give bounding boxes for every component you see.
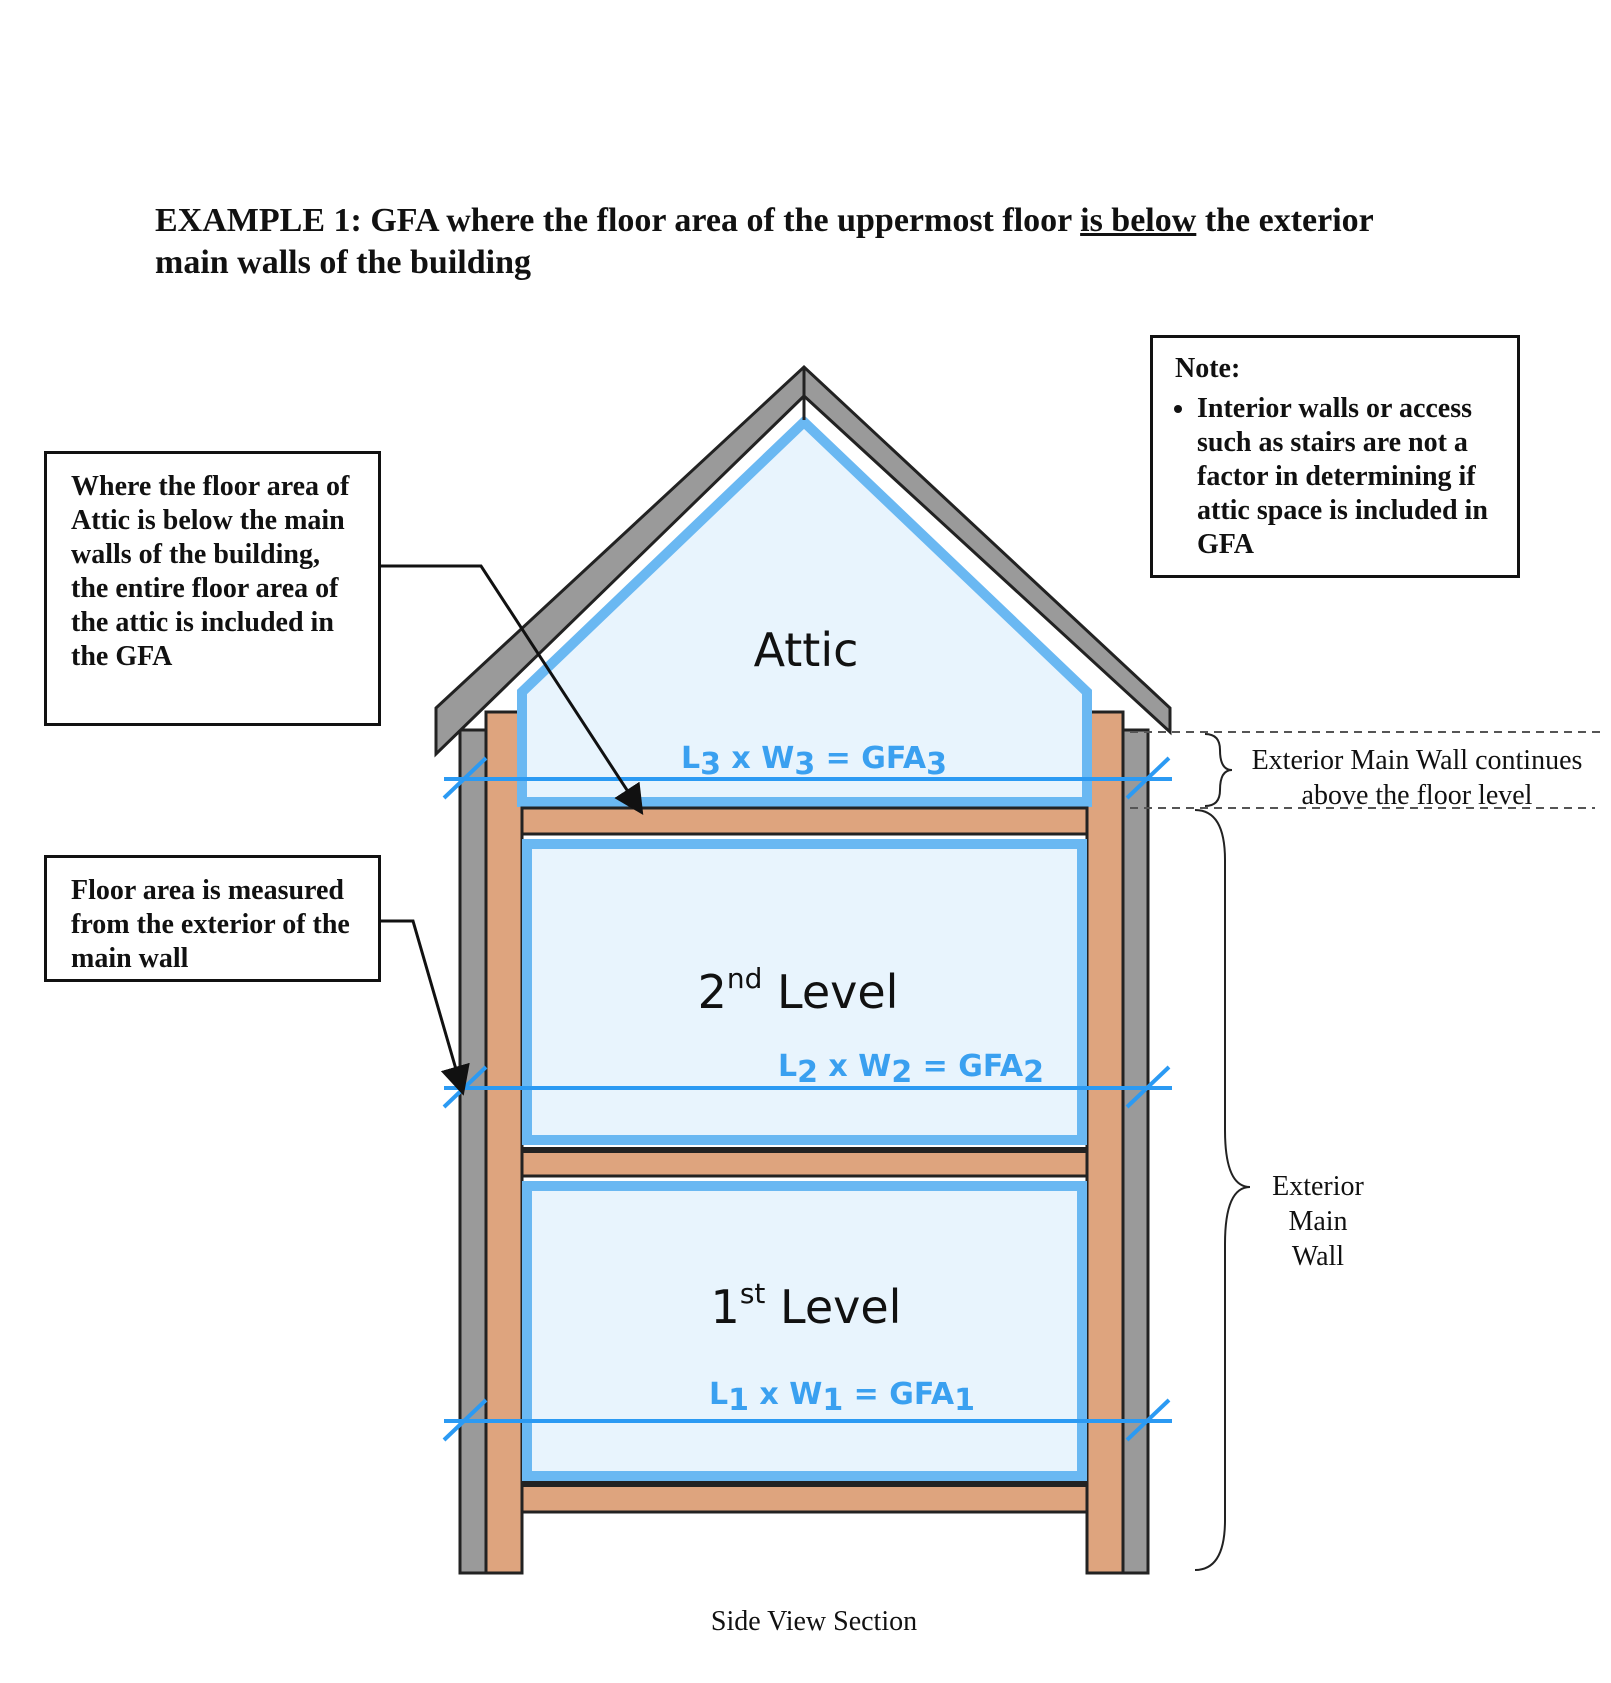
exterior-wall-brace [1195, 810, 1250, 1570]
title-underlined: is below [1080, 202, 1197, 239]
wall-label-line2: Main [1288, 1206, 1348, 1237]
right-exterior-wall [1122, 730, 1148, 1573]
right-stud [1087, 712, 1123, 1573]
attic-room [522, 422, 1087, 802]
floor-joist-attic [522, 808, 1087, 834]
second-level-label: 2nd Level [697, 962, 899, 1019]
left-exterior-wall [460, 730, 486, 1573]
note-bullet: • Interior walls or access such as stairs are not a factor in determining if attic space is included in GFA [1197, 392, 1497, 562]
continues-label-line2: above the floor level [1301, 780, 1533, 811]
gfa2-formula: L2 x W2 = GFA2 [777, 1049, 1045, 1090]
wall-label-line1: Exterior [1272, 1171, 1364, 1202]
floor-area-callout-box: Floor area is measured from the exterior of the main wall [44, 855, 381, 982]
continues-brace [1205, 734, 1232, 806]
title-part2: the exterior main walls of the building [155, 202, 1374, 281]
floor-joist-first [522, 1484, 1087, 1512]
gfa1-formula: L1 x W1 = GFA1 [708, 1377, 976, 1418]
gfa3-formula: L3 x W3 = GFA3 [680, 741, 948, 782]
floor-callout-arrow [381, 921, 462, 1090]
wall-label-line3: Wall [1291, 1241, 1345, 1272]
title-part1: EXAMPLE 1: GFA where the floor area of the uppermost floor [155, 202, 1081, 239]
attic-callout-box: Where the floor area of Attic is below the main walls of the building, the entire floor area of the attic is included in the GFA [44, 451, 381, 726]
note-box [1150, 335, 1520, 578]
left-stud [486, 712, 522, 1573]
note-heading: Note: [1175, 353, 1241, 384]
note-list [1175, 392, 1497, 562]
floor-joist-second [522, 1150, 1087, 1176]
caption: Side View Section [710, 1606, 918, 1637]
attic-label: Attic [753, 623, 859, 677]
continues-label-line1: Exterior Main Wall continues [1251, 745, 1583, 776]
first-level-label: 1st Level [710, 1277, 902, 1334]
